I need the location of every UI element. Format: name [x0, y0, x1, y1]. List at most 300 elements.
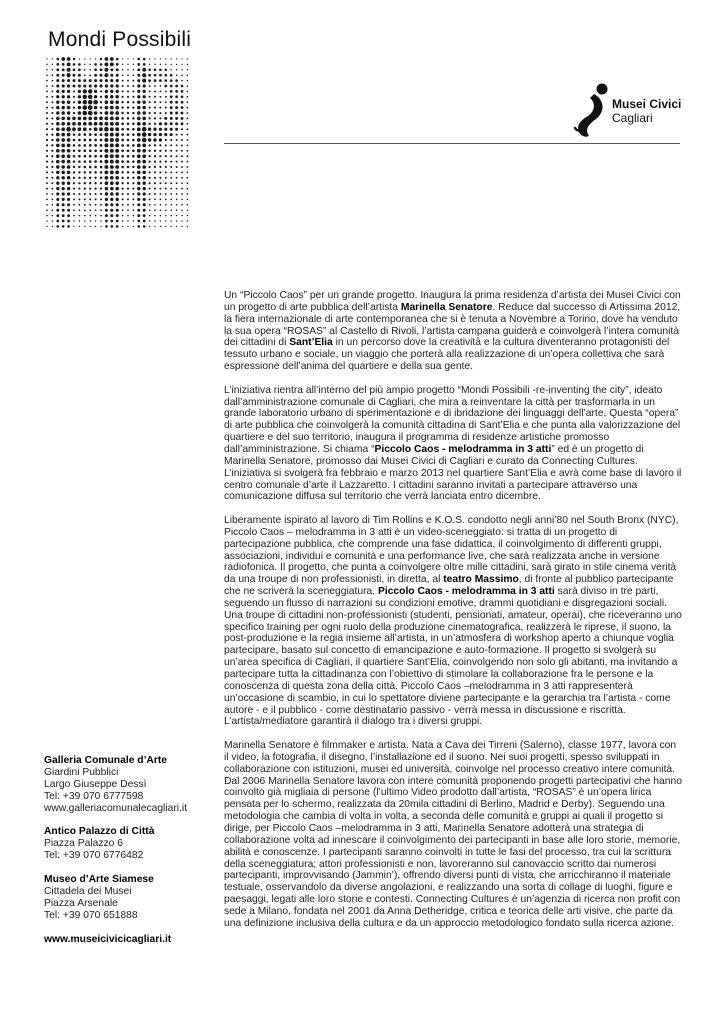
contact-address: Cittadela dei Musei: [44, 885, 132, 897]
logo-dot: [73, 106, 75, 108]
logo-dot: [90, 226, 91, 227]
logo-dot: [73, 215, 75, 217]
logo-dot: [56, 160, 60, 164]
logo-dot: [116, 84, 119, 87]
logo-dot: [165, 69, 168, 72]
mp-dot-matrix-logo: [44, 56, 190, 232]
contact-address: Giardini Pubblici: [44, 766, 119, 778]
logo-dot: [61, 154, 65, 158]
logo-dot: [154, 58, 155, 59]
logo-dot: [110, 79, 113, 82]
logo-dot: [148, 144, 150, 146]
logo-dot: [160, 220, 161, 221]
logo-dot: [94, 111, 98, 115]
logo-dot: [94, 155, 97, 158]
logo-dot: [61, 171, 64, 175]
logo-dot: [73, 182, 75, 184]
logo-dot: [46, 112, 48, 114]
contact-name: Antico Palazzo di Città: [44, 826, 155, 838]
logo-dot: [104, 165, 108, 169]
logo-dot: [67, 214, 70, 217]
logo-dot: [176, 209, 178, 211]
logo-dot: [84, 166, 87, 169]
logo-dot: [94, 133, 97, 136]
logo-dot: [121, 117, 124, 120]
logo-dot: [116, 198, 119, 201]
logo-dot: [137, 127, 141, 131]
seahorse-icon: [572, 82, 612, 138]
logo-dot: [165, 96, 167, 98]
logo-dot: [73, 188, 75, 190]
contact-phone: Tel: +39 070 651888: [44, 909, 138, 921]
logo-dot: [67, 176, 71, 180]
logo-dot: [46, 220, 47, 221]
logo-dot: [137, 209, 140, 212]
logo-dot: [94, 187, 96, 189]
contact-phone: Tel: +39 070 6777598: [44, 790, 144, 802]
logo-dot: [110, 165, 114, 169]
logo-dot: [100, 63, 103, 66]
logo-dot: [84, 58, 85, 59]
logo-dot: [56, 133, 60, 137]
logo-dot: [170, 85, 173, 88]
logo-dot: [127, 204, 129, 206]
logo-dot: [187, 96, 189, 98]
logo-dot: [46, 128, 48, 130]
logo-dot: [78, 63, 81, 66]
contact-website-link[interactable]: www.galleriacomunalecagliari.it: [44, 802, 188, 814]
logo-dot: [176, 64, 177, 65]
logo-dot: [104, 116, 108, 120]
logo-dot: [116, 209, 119, 212]
logo-dot: [78, 68, 81, 71]
logo-dot: [170, 79, 173, 82]
logo-dot: [100, 133, 103, 136]
logo-dot: [104, 149, 108, 153]
logo-dot: [83, 84, 86, 87]
logo-dot: [122, 69, 124, 71]
logo-dot: [56, 127, 60, 131]
logo-dot: [170, 69, 172, 71]
logo-dot: [110, 95, 114, 99]
logo-dot: [153, 138, 156, 141]
logo-dot: [154, 69, 157, 72]
logo-dot: [46, 69, 48, 71]
logo-dot: [73, 58, 75, 60]
logo-dot: [142, 106, 145, 109]
logo-dot: [133, 69, 135, 71]
logo-dot: [137, 220, 140, 223]
logo-dot: [78, 166, 80, 168]
logo-dot: [78, 95, 81, 98]
logo-dot: [127, 209, 129, 211]
logo-dot: [132, 117, 134, 119]
logo-dot: [78, 101, 81, 104]
logo-dot: [137, 187, 140, 190]
logo-dot: [67, 106, 71, 110]
logo-dot: [51, 90, 53, 92]
logo-dot: [181, 139, 183, 141]
logo-dot: [115, 160, 119, 164]
contacts-column: [44, 755, 216, 945]
logo-dot: [110, 181, 114, 185]
logo-dot: [170, 95, 173, 98]
logo-dot: [137, 144, 141, 148]
logo-dot: [46, 144, 48, 146]
logo-dot: [78, 139, 81, 142]
logo-dot: [115, 181, 119, 185]
logo-dot: [110, 143, 114, 147]
logo-dot: [94, 182, 96, 184]
logo-dot: [160, 58, 161, 59]
logo-dot: [181, 204, 183, 206]
logo-dot: [165, 139, 167, 141]
logo-dot: [170, 106, 173, 109]
logo-dot: [52, 209, 54, 211]
logo-dot: [187, 182, 189, 184]
logo-dot: [52, 80, 54, 82]
logo-dot: [181, 193, 183, 195]
logo-dot: [121, 155, 124, 158]
logo-dot: [67, 111, 71, 115]
logo-dot: [127, 117, 130, 120]
logo-dot: [165, 199, 167, 201]
logo-dot: [115, 187, 118, 190]
logo-dot: [62, 68, 65, 71]
logo-dot: [137, 68, 140, 71]
logo-dot: [67, 225, 70, 228]
logo-dot: [67, 100, 70, 103]
logo-dot: [95, 198, 97, 200]
logo-dot: [149, 209, 151, 211]
logo-dot: [143, 95, 146, 98]
bold-artist-name: Marinella Senatore: [400, 301, 493, 313]
logo-dot: [170, 177, 172, 179]
logo-dot: [186, 139, 188, 141]
logo-dot: [62, 203, 65, 206]
logo-dot: [143, 225, 146, 228]
logo-dot: [56, 79, 59, 82]
logo-dot: [110, 62, 114, 66]
logo-dot: [127, 188, 129, 190]
logo-dot: [170, 193, 172, 195]
logo-dot: [181, 80, 183, 82]
logo-dot: [78, 127, 82, 131]
museum-website-link[interactable]: www.museicivicicagliari.it: [44, 933, 172, 945]
logo-dot: [176, 226, 177, 227]
logo-dot: [159, 107, 161, 109]
logo-dot: [67, 187, 70, 190]
logo-dot: [154, 123, 156, 125]
logo-dot: [56, 68, 59, 71]
logo-dot: [104, 68, 108, 72]
logo-dot: [176, 193, 178, 195]
logo-dot: [148, 123, 150, 125]
logo-dot: [133, 64, 134, 65]
logo-dot: [159, 193, 161, 195]
logo-dot: [66, 127, 71, 132]
logo-dot: [105, 171, 109, 175]
logo-dot: [52, 85, 54, 87]
logo-dot: [72, 122, 76, 126]
logo-dot: [143, 192, 146, 195]
logo-dot: [79, 209, 81, 211]
logo-dot: [181, 199, 183, 201]
logo-dot: [46, 193, 48, 195]
logo-dot: [83, 95, 87, 99]
logo-dot: [148, 171, 150, 173]
logo-dot: [121, 133, 124, 136]
logo-dot: [105, 79, 108, 82]
logo-dot: [110, 209, 113, 212]
logo-dot: [154, 188, 156, 190]
logo-dot: [115, 127, 119, 131]
logo-dot: [122, 80, 124, 82]
logo-dot: [56, 149, 60, 153]
logo-dot: [83, 111, 88, 116]
logo-dot: [160, 64, 161, 65]
logo-dot: [100, 155, 103, 158]
logo-dot: [132, 80, 134, 82]
header-divider: [224, 143, 680, 144]
logo-dot: [67, 165, 71, 169]
logo-dot: [137, 106, 141, 110]
logo-dot: [46, 64, 47, 65]
logo-dot: [115, 165, 119, 169]
logo-dot: [83, 89, 87, 93]
logo-dot: [148, 160, 150, 162]
logo-dot: [115, 149, 119, 153]
logo-dot: [100, 171, 103, 174]
logo-dot: [46, 96, 48, 98]
text-run: . Reduce dal successo di Artissima 2012, la fiera internazionale di arte contemporanea che si è tenuta a Novembre a Torino, dove ha venduto la sua opera “ROSAS” al Castello di Rivoli, l’artista campana guiderà e coinvolgerà l’intera comunità dei cittadini di: [224, 301, 681, 349]
logo-dot: [46, 171, 48, 173]
logo-dot: [89, 193, 91, 195]
logo-dot: [165, 112, 167, 114]
logo-dot: [94, 68, 97, 71]
logo-dot: [137, 198, 140, 201]
logo-dot: [137, 111, 141, 115]
logo-dot: [181, 144, 183, 146]
logo-dot: [154, 90, 156, 92]
logo-dot: [94, 95, 97, 98]
logo-dot: [127, 139, 130, 142]
logo-dot: [176, 150, 178, 152]
logo-dot: [122, 220, 123, 221]
logo-dot: [181, 69, 182, 70]
logo-dot: [88, 122, 92, 126]
logo-dot: [142, 117, 146, 121]
logo-dot: [165, 193, 167, 195]
logo-dot: [110, 154, 114, 158]
logo-dot: [89, 171, 91, 173]
logo-dot: [116, 192, 119, 195]
logo-dot: [181, 112, 184, 115]
logo-dot: [104, 73, 108, 77]
logo-dot: [132, 106, 134, 108]
logo-dot: [143, 220, 146, 223]
logo-dot: [51, 182, 53, 184]
logo-dot: [52, 215, 54, 217]
logo-dot: [62, 187, 65, 190]
logo-dot: [99, 84, 102, 87]
logo-dot: [56, 192, 59, 195]
logo-dot: [110, 57, 114, 61]
text-run: in un percorso dove la creatività e la cultura diventeranno protagonisti del tessuto urbano e sociale, un viaggio che porterà alla realizzazione di un’opera collettiva che sarà espressione dell’anima del quartiere e della sua gente.: [224, 337, 670, 373]
paragraph-project: [224, 515, 682, 728]
logo-dot: [149, 58, 150, 59]
logo-dot: [143, 214, 146, 217]
logo-dot: [100, 160, 103, 163]
logo-dot: [181, 90, 184, 93]
logo-dot: [116, 58, 119, 61]
logo-dot: [122, 90, 124, 92]
logo-dot: [187, 107, 189, 109]
logo-dot: [73, 198, 75, 200]
logo-dot: [104, 122, 108, 126]
logo-dot: [149, 90, 151, 92]
logo-dot: [46, 101, 48, 103]
logo-dot: [137, 84, 140, 87]
logo-dot: [115, 133, 119, 137]
logo-dot: [143, 90, 146, 93]
logo-dot: [56, 117, 59, 120]
logo-dot: [51, 107, 53, 109]
logo-dot: [110, 160, 114, 164]
logo-dot: [79, 226, 80, 227]
logo-dot: [149, 204, 151, 206]
logo-dot: [154, 117, 156, 119]
logo-dot: [154, 226, 155, 227]
logo-dot: [149, 188, 151, 190]
text-run: L’iniziativa rientra all’interno del più ampio progetto “Mondi Possibili -re-inventing the city”, ideato dall’amministrazione comunale di Cagliari, che mira a reinventare la città per trasformarla in un grande laboratorio urbano di sperimentazione e di ibridazione dei linguaggi dell’arte. Questa “opera” di arte pubblica che coinvolgerà la comunità cittadina di Sant’Elia e che punta alla valorizzazione del quartiere e del suo territorio, inaugura il programma di residenze artistiche promosso dall’amministrazione. Si chiama “: [224, 384, 681, 455]
logo-dot: [78, 90, 81, 93]
logo-dot: [115, 138, 119, 142]
logo-dot: [148, 166, 150, 168]
logo-dot: [181, 177, 183, 179]
logo-dot: [187, 172, 189, 174]
logo-dot: [78, 150, 81, 153]
logo-dot: [56, 154, 60, 158]
logo-dot: [165, 204, 167, 206]
logo-dot: [159, 138, 162, 141]
logo-dot: [110, 220, 113, 223]
logo-dot: [67, 149, 71, 153]
logo-dot: [137, 133, 141, 137]
logo-dot: [110, 192, 113, 195]
logo-dot: [137, 95, 140, 98]
logo-dot: [110, 122, 114, 126]
logo-dot: [137, 160, 141, 164]
logo-dot: [165, 171, 167, 173]
logo-dot: [142, 132, 147, 137]
logo-dot: [89, 187, 91, 189]
logo-dot: [89, 204, 91, 206]
paragraph-initiative: [224, 385, 682, 503]
logo-dot: [176, 171, 178, 173]
logo-dot: [132, 182, 134, 184]
logo-dot: [121, 149, 124, 152]
logo-dot: [127, 112, 129, 114]
logo-dot: [84, 220, 85, 221]
logo-dot: [105, 187, 109, 191]
logo-dot: [186, 155, 188, 157]
logo-dot: [61, 176, 64, 179]
logo-dot: [94, 117, 98, 121]
brand-title: Mondi Possibili: [48, 28, 192, 51]
logo-dot: [104, 154, 108, 158]
logo-dot: [56, 138, 60, 142]
logo-dot: [154, 74, 157, 77]
logo-dot: [121, 106, 123, 108]
logo-dot: [127, 96, 129, 98]
logo-dot: [78, 155, 81, 158]
logo-dot: [133, 58, 134, 59]
logo-dot: [105, 95, 109, 99]
logo-dot: [89, 220, 90, 221]
logo-dot: [94, 106, 98, 110]
logo-dot: [159, 112, 161, 114]
logo-dot: [116, 90, 119, 93]
logo-dot: [73, 177, 75, 179]
logo-dot: [165, 101, 167, 103]
logo-dot: [94, 139, 97, 142]
logo-dot: [62, 220, 65, 223]
logo-dot: [110, 74, 113, 77]
logo-dot: [78, 79, 81, 82]
logo-dot: [88, 111, 93, 116]
logo-dot: [105, 198, 108, 201]
partner-name: Musei Civici: [612, 97, 682, 111]
logo-dot: [51, 177, 53, 179]
logo-dot: [88, 100, 93, 105]
logo-dot: [159, 90, 161, 92]
logo-dot: [110, 176, 114, 180]
logo-dot: [170, 122, 173, 125]
logo-dot: [84, 69, 86, 71]
logo-dot: [187, 85, 189, 87]
logo-dot: [61, 133, 65, 137]
logo-dot: [187, 58, 188, 59]
logo-dot: [170, 155, 172, 157]
logo-dot: [132, 155, 135, 158]
logo-dot: [67, 122, 71, 126]
logo-dot: [170, 150, 172, 152]
bold-project-title: Piccolo Caos - melodramma in 3 atti: [377, 586, 555, 598]
logo-dot: [56, 214, 59, 217]
logo-dot: [149, 215, 151, 217]
logo-dot: [46, 166, 48, 168]
logo-dot: [46, 161, 48, 163]
logo-dot: [84, 198, 86, 200]
logo-dot: [171, 226, 172, 227]
logo-dot: [148, 112, 150, 114]
logo-dot: [121, 101, 123, 103]
logo-dot: [149, 177, 151, 179]
logo-dot: [62, 225, 65, 228]
logo-dot: [142, 154, 146, 158]
logo-dot: [51, 193, 53, 195]
logo-dot: [127, 69, 129, 71]
logo-dot: [154, 209, 156, 211]
logo-dot: [89, 79, 92, 82]
logo-dot: [61, 165, 65, 169]
logo-dot: [89, 166, 92, 169]
logo-dot: [115, 100, 119, 104]
logo-dot: [122, 226, 123, 227]
logo-dot: [149, 85, 151, 87]
logo-dot: [89, 198, 91, 200]
